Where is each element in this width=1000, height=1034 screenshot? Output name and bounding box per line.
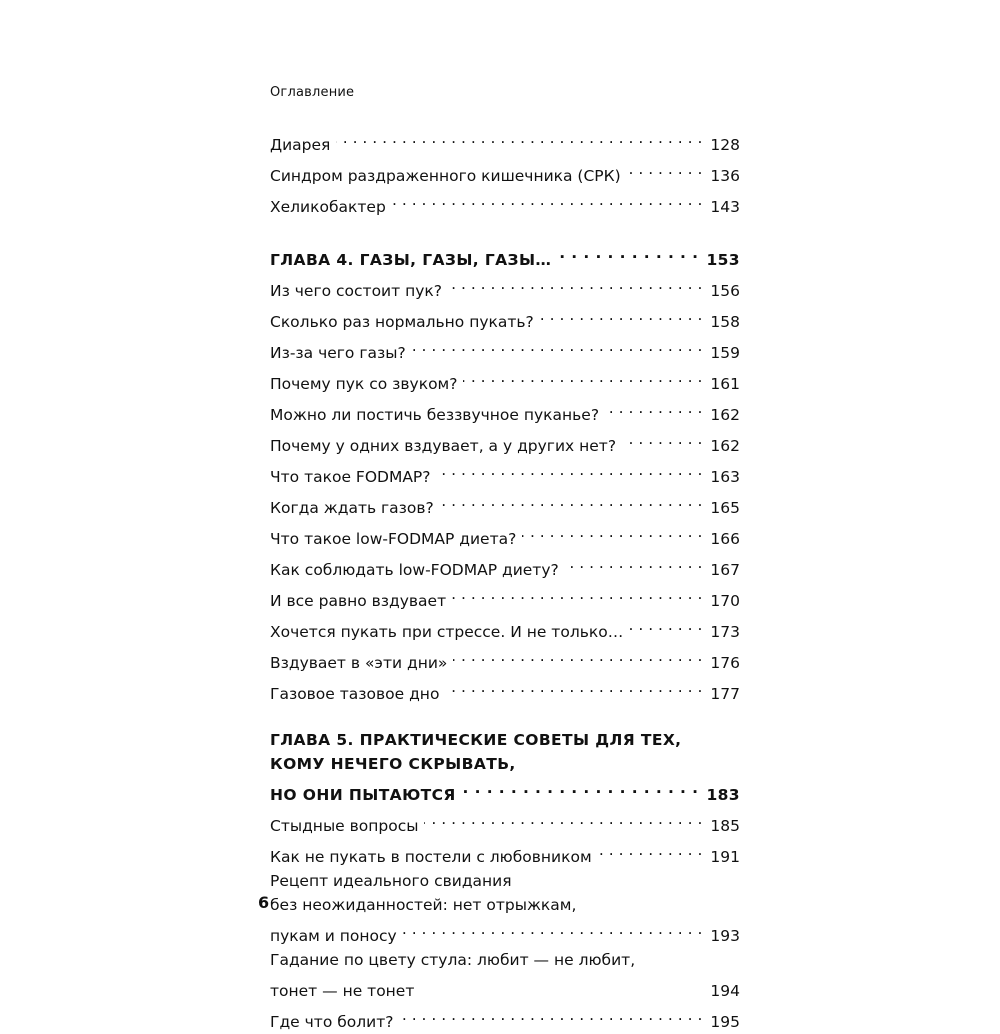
toc-entry (270, 582, 740, 613)
dot-leader (462, 776, 699, 800)
dot-leader (445, 675, 702, 699)
chapter-title: НО ОНИ ПЫТАЮТСЯ (270, 786, 456, 804)
toc-entry-page: 193 (710, 927, 740, 945)
toc-entry-title: Газовое тазовое дно (270, 685, 440, 703)
toc-entry (270, 272, 740, 303)
toc-entry-title: Можно ли постичь беззвучное пуканье? (270, 406, 600, 424)
toc-entry (270, 551, 740, 582)
toc-entry-page: 165 (710, 499, 740, 517)
dot-leader (629, 613, 702, 637)
toc-entry (270, 807, 740, 838)
toc-entry (270, 303, 740, 334)
toc-entry-page: 177 (710, 685, 740, 703)
toc-entry-title: Когда ждать газов? (270, 499, 434, 517)
toc-entry (270, 520, 740, 551)
toc-entry-title: Стыдные вопросы (270, 817, 419, 835)
dot-leader (565, 551, 703, 575)
dot-leader (400, 1003, 703, 1027)
toc-entry-title: пукам и поносу (270, 927, 397, 945)
toc-entry-title: Хочется пукать при стрессе. И не только… (270, 623, 624, 641)
dot-leader (522, 520, 702, 544)
dot-leader (557, 241, 698, 265)
toc-entry (270, 157, 740, 188)
chapter-page: 183 (706, 786, 740, 804)
toc-entry-title: тонет — не тонет (270, 982, 415, 1000)
table-of-contents (270, 126, 740, 1034)
dot-leader (463, 365, 702, 389)
chapter-page: 153 (706, 251, 740, 269)
toc-entry-title: Что такое low-FODMAP диета? (270, 530, 517, 548)
toc-entry-title: Что такое FODMAP? (270, 468, 431, 486)
toc-entry-title: Сколько раз нормально пукать? (270, 313, 534, 331)
dot-leader (448, 272, 702, 296)
toc-entry-title: Почему у одних вздувает, а у других нет? (270, 437, 617, 455)
dot-leader (437, 458, 703, 482)
toc-entry (270, 838, 740, 869)
toc-entry-page: 162 (710, 437, 740, 455)
toc-entry (270, 489, 740, 520)
dot-leader (540, 303, 703, 327)
toc-entry (270, 458, 740, 489)
toc-entry-page: 136 (710, 167, 740, 185)
toc-entry-title: Из чего состоит пук? (270, 282, 442, 300)
chapter-heading-5-line-1: ГЛАВА 5. ПРАКТИЧЕСКИЕ СОВЕТЫ ДЛЯ ТЕХ, (270, 731, 682, 749)
toc-entry (270, 613, 740, 644)
toc-entry-page: 158 (710, 313, 740, 331)
dot-leader (403, 917, 703, 941)
toc-entry-title: Из-за чего газы? (270, 344, 406, 362)
toc-entry-title: Диарея (270, 136, 331, 154)
dot-leader (424, 807, 702, 831)
chapter-heading-4 (270, 241, 740, 272)
toc-entry-page: 173 (710, 623, 740, 641)
toc-entry-page: 176 (710, 654, 740, 672)
toc-entry-page: 156 (710, 282, 740, 300)
dot-leader (412, 334, 703, 358)
page-number: 6 (258, 893, 270, 912)
toc-entry-title: Синдром раздраженного кишечника (СРК) (270, 167, 621, 185)
toc-entry-page: 128 (710, 136, 740, 154)
toc-entry (270, 396, 740, 427)
toc-entry-page: 185 (710, 817, 740, 835)
toc-entry-line-1: Гадание по цвету стула: любит — не любит, (270, 951, 636, 969)
toc-entry-title: И все равно вздувает (270, 592, 447, 610)
toc-entry (270, 917, 740, 948)
toc-entry (270, 126, 740, 157)
toc-entry-title: Как соблюдать low-FODMAP диету? (270, 561, 559, 579)
dot-leader (453, 644, 702, 668)
toc-entry-page: 195 (710, 1013, 740, 1031)
toc-entry-line-2: без неожиданностей: нет отрыжкам, (270, 896, 577, 914)
toc-entry-page: 159 (710, 344, 740, 362)
running-header: Оглавление (270, 85, 355, 100)
section-spacer (270, 706, 740, 728)
toc-entry (270, 334, 740, 365)
toc-entry-line-1: Рецепт идеального свидания (270, 872, 512, 890)
chapter-heading-5 (270, 776, 740, 807)
toc-entry-page: 191 (710, 848, 740, 866)
toc-entry-title: Вздувает в «эти дни» (270, 654, 448, 672)
toc-entry-page: 167 (710, 561, 740, 579)
toc-entry-page: 166 (710, 530, 740, 548)
dot-leader (622, 427, 702, 451)
chapter-heading-5-line-2: КОМУ НЕЧЕГО СКРЫВАТЬ, (270, 755, 516, 773)
dot-leader (440, 489, 703, 513)
toc-entry-page: 161 (710, 375, 740, 393)
toc-entry (270, 1003, 740, 1034)
toc-entry (270, 644, 740, 675)
toc-entry (270, 972, 740, 1003)
toc-entry-page: 194 (710, 982, 740, 1000)
chapter-title: ГЛАВА 4. ГАЗЫ, ГАЗЫ, ГАЗЫ… (270, 251, 552, 269)
toc-entry-title: Почему пук со звуком? (270, 375, 458, 393)
dot-leader (452, 582, 702, 606)
dot-leader (392, 188, 703, 212)
toc-entry-page: 143 (710, 198, 740, 216)
dot-leader (605, 396, 702, 420)
toc-entry (270, 427, 740, 458)
toc-entry-title: Где что болит? (270, 1013, 394, 1031)
dot-leader (627, 157, 703, 181)
toc-entry (270, 675, 740, 706)
toc-entry (270, 188, 740, 219)
dot-leader (336, 126, 702, 150)
toc-entry-page: 162 (710, 406, 740, 424)
dot-leader (598, 838, 703, 862)
toc-entry-title: Хеликобактер (270, 198, 386, 216)
toc-entry-page: 163 (710, 468, 740, 486)
toc-entry-title: Как не пукать в постели с любовником (270, 848, 592, 866)
toc-entry-page: 170 (710, 592, 740, 610)
section-spacer (270, 219, 740, 241)
toc-entry (270, 365, 740, 396)
